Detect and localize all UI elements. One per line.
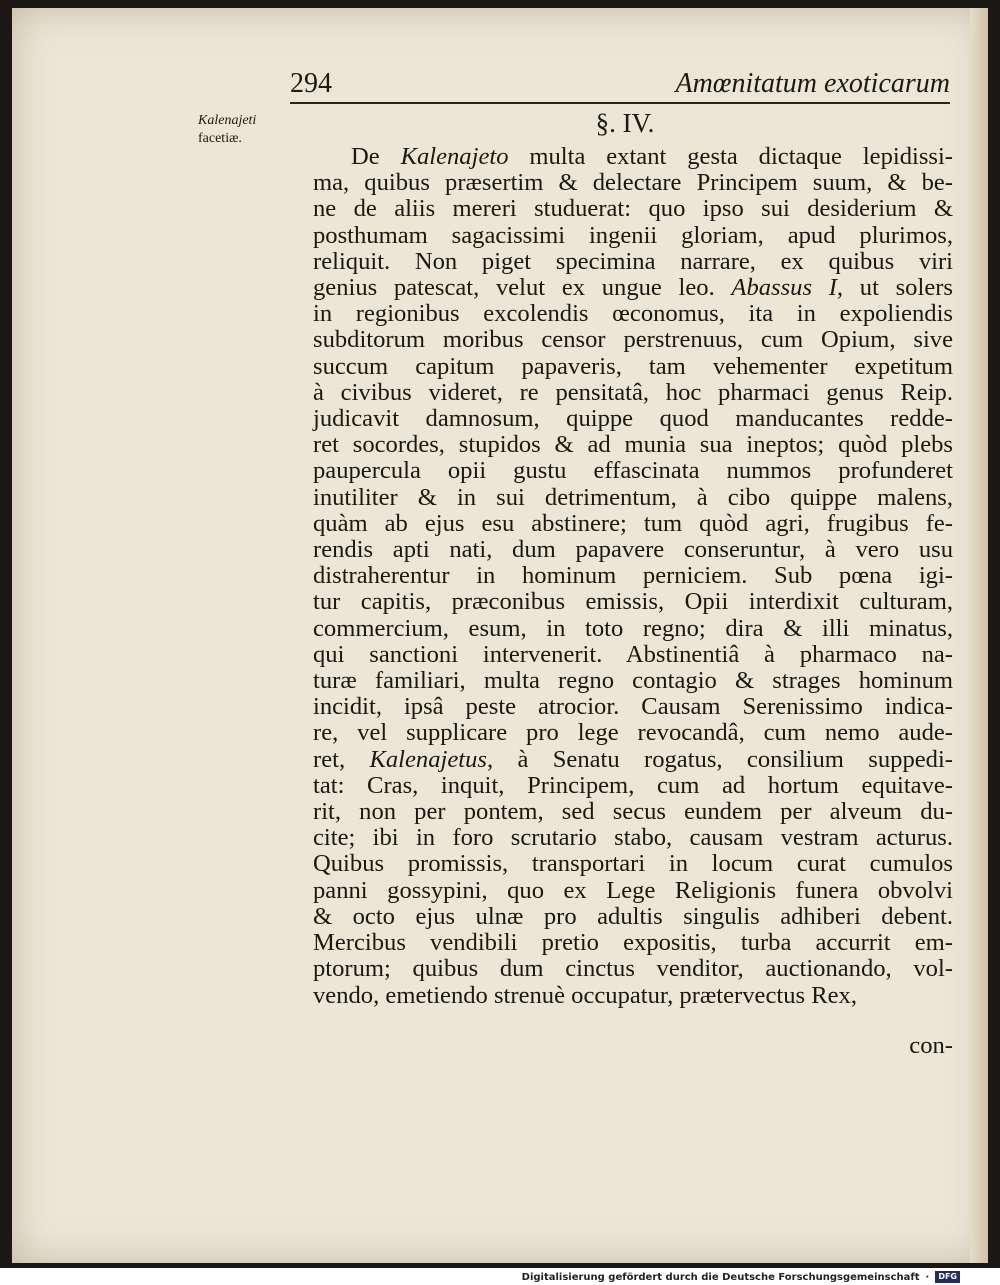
text-run: incidit, ipsâ peste atrocior. Causam Serenissimo indica- [313, 693, 953, 721]
text-run: à civibus videret, re pensitatâ, hoc pharmaci genus Reip. [313, 378, 953, 406]
page-number: 294 [290, 68, 332, 99]
text-run: De [351, 143, 401, 170]
text-run: ne de aliis mereri studuerat: quo ipso sui desiderium & [313, 195, 953, 223]
text-line [313, 799, 953, 825]
text-run: re, vel supplicare pro lege revocandâ, cum nemo aude- [313, 719, 953, 747]
text-line [313, 825, 953, 851]
text-line [313, 589, 953, 615]
dfg-logo: DFG [935, 1271, 960, 1283]
text-run: ptorum; quibus dum cinctus venditor, auctionando, vol- [313, 955, 953, 983]
text-run: judicavit damnosum, quippe quod manducantes redde- [313, 405, 953, 433]
text-line [313, 773, 953, 799]
text-run: paupercula opii gustu effascinata nummos profunderet [313, 457, 953, 485]
text-line [313, 956, 953, 982]
credit-separator: · [925, 1271, 930, 1283]
text-run: Quibus promissis, transportari in locum curat cumulos [313, 850, 953, 878]
text-run: multa extant gesta dictaque lepidissi- [508, 143, 953, 170]
text-line [313, 301, 953, 327]
credit-text: Digitalisierung gefördert durch die Deutsche Forschungsgemeinschaft [521, 1271, 920, 1283]
page-header [290, 68, 950, 104]
text-run: ut solers [843, 274, 953, 302]
text-line [313, 223, 953, 249]
marginal-note-line2: facetiæ. [198, 131, 242, 146]
text-line [313, 904, 953, 930]
text-line [313, 275, 953, 301]
catchword: con- [909, 1032, 953, 1059]
text-run: commercium, esum, in toto regno; dira & illi minatus, [313, 614, 953, 642]
marginal-note [198, 112, 298, 148]
text-line [313, 642, 953, 668]
text-line [313, 485, 953, 511]
text-run: turæ familiari, multa regno contagio & strages hominum [313, 667, 953, 695]
italic-name: Kalenajetus [369, 745, 487, 773]
text-run: quàm ab ejus esu abstinere; tum quòd agri, frugibus fe- [313, 509, 953, 537]
text-line [313, 458, 953, 484]
text-run: inutiliter & in sui detrimentum, à cibo quippe malens, [313, 483, 953, 511]
text-run: & octo ejus ulnæ pro adultis singulis adhiberi debent. [313, 902, 953, 930]
body-text [313, 144, 953, 1009]
text-line [313, 930, 953, 956]
text-line [313, 747, 953, 773]
text-line [313, 537, 953, 563]
italic-name: Kalenajeto [400, 143, 509, 170]
text-line [313, 432, 953, 458]
text-line [313, 249, 953, 275]
text-line [313, 668, 953, 694]
digitization-credit [522, 1271, 960, 1283]
text-line [313, 511, 953, 537]
text-run: qui sanctioni intervenerit. Abstinentiâ à pharmaco na- [313, 640, 953, 668]
text-run: tur capitis, præconibus emissis, Opii interdixit culturam, [313, 588, 953, 616]
text-run: , à Senatu rogatus, consilium suppedi- [486, 745, 953, 773]
text-line [313, 983, 953, 1009]
italic-name: Abassus I, [731, 274, 844, 302]
marginal-note-line1: Kalenajeti [198, 113, 257, 128]
text-line [313, 406, 953, 432]
page-edge [970, 8, 988, 1263]
text-line [313, 563, 953, 589]
text-run: ret, [313, 745, 370, 773]
text-line [313, 380, 953, 406]
text-line [313, 196, 953, 222]
text-line [313, 144, 953, 170]
text-run: cite; ibi in foro scrutario stabo, causam vestram acturus. [313, 824, 953, 852]
text-run: reliquit. Non piget specimina narrare, ex quibus viri [313, 247, 953, 275]
text-run: in regionibus excolendis œconomus, ita in expoliendis [313, 300, 953, 328]
text-line [313, 616, 953, 642]
text-run: ma, quibus præsertim & delectare Principem suum, & be- [313, 169, 953, 197]
section-heading: §. IV. [595, 108, 655, 138]
text-run: posthumam sagacissimi ingenii gloriam, apud plurimos, [313, 221, 953, 249]
text-run: rit, non per pontem, sed secus eundem per alveum du- [313, 798, 953, 826]
text-line [313, 694, 953, 720]
text-run: succum capitum papaveris, tam vehementer expetitum [313, 352, 953, 380]
text-run: genius patescat, velut ex ungue leo. [313, 274, 732, 302]
text-run: vendo, emetiendo strenuè occupatur, prætervectus Rex, [313, 981, 857, 1009]
text-run: subditorum moribus censor perstrenuus, cum Opium, sive [313, 326, 953, 354]
text-line [313, 327, 953, 353]
text-line [313, 354, 953, 380]
text-run: panni gossypini, quo ex Lege Religionis funera obvolvi [313, 876, 953, 904]
header-rule [290, 102, 950, 104]
running-head: Amœnitatum exoticarum [675, 68, 950, 99]
text-line [313, 851, 953, 877]
text-run: Mercibus vendibili pretio expositis, turba accurrit em- [313, 929, 953, 957]
text-run: ret socordes, stupidos & ad munia sua ineptos; quòd plebs [313, 431, 953, 459]
text-line [313, 170, 953, 196]
text-line [313, 878, 953, 904]
text-line [313, 720, 953, 746]
text-run: rendis apti nati, dum papavere conseruntur, à vero usu [313, 536, 953, 564]
text-run: distraherentur in hominum perniciem. Sub pœna igi- [313, 562, 953, 590]
text-run: tat: Cras, inquit, Principem, cum ad hortum equitave- [313, 771, 953, 799]
